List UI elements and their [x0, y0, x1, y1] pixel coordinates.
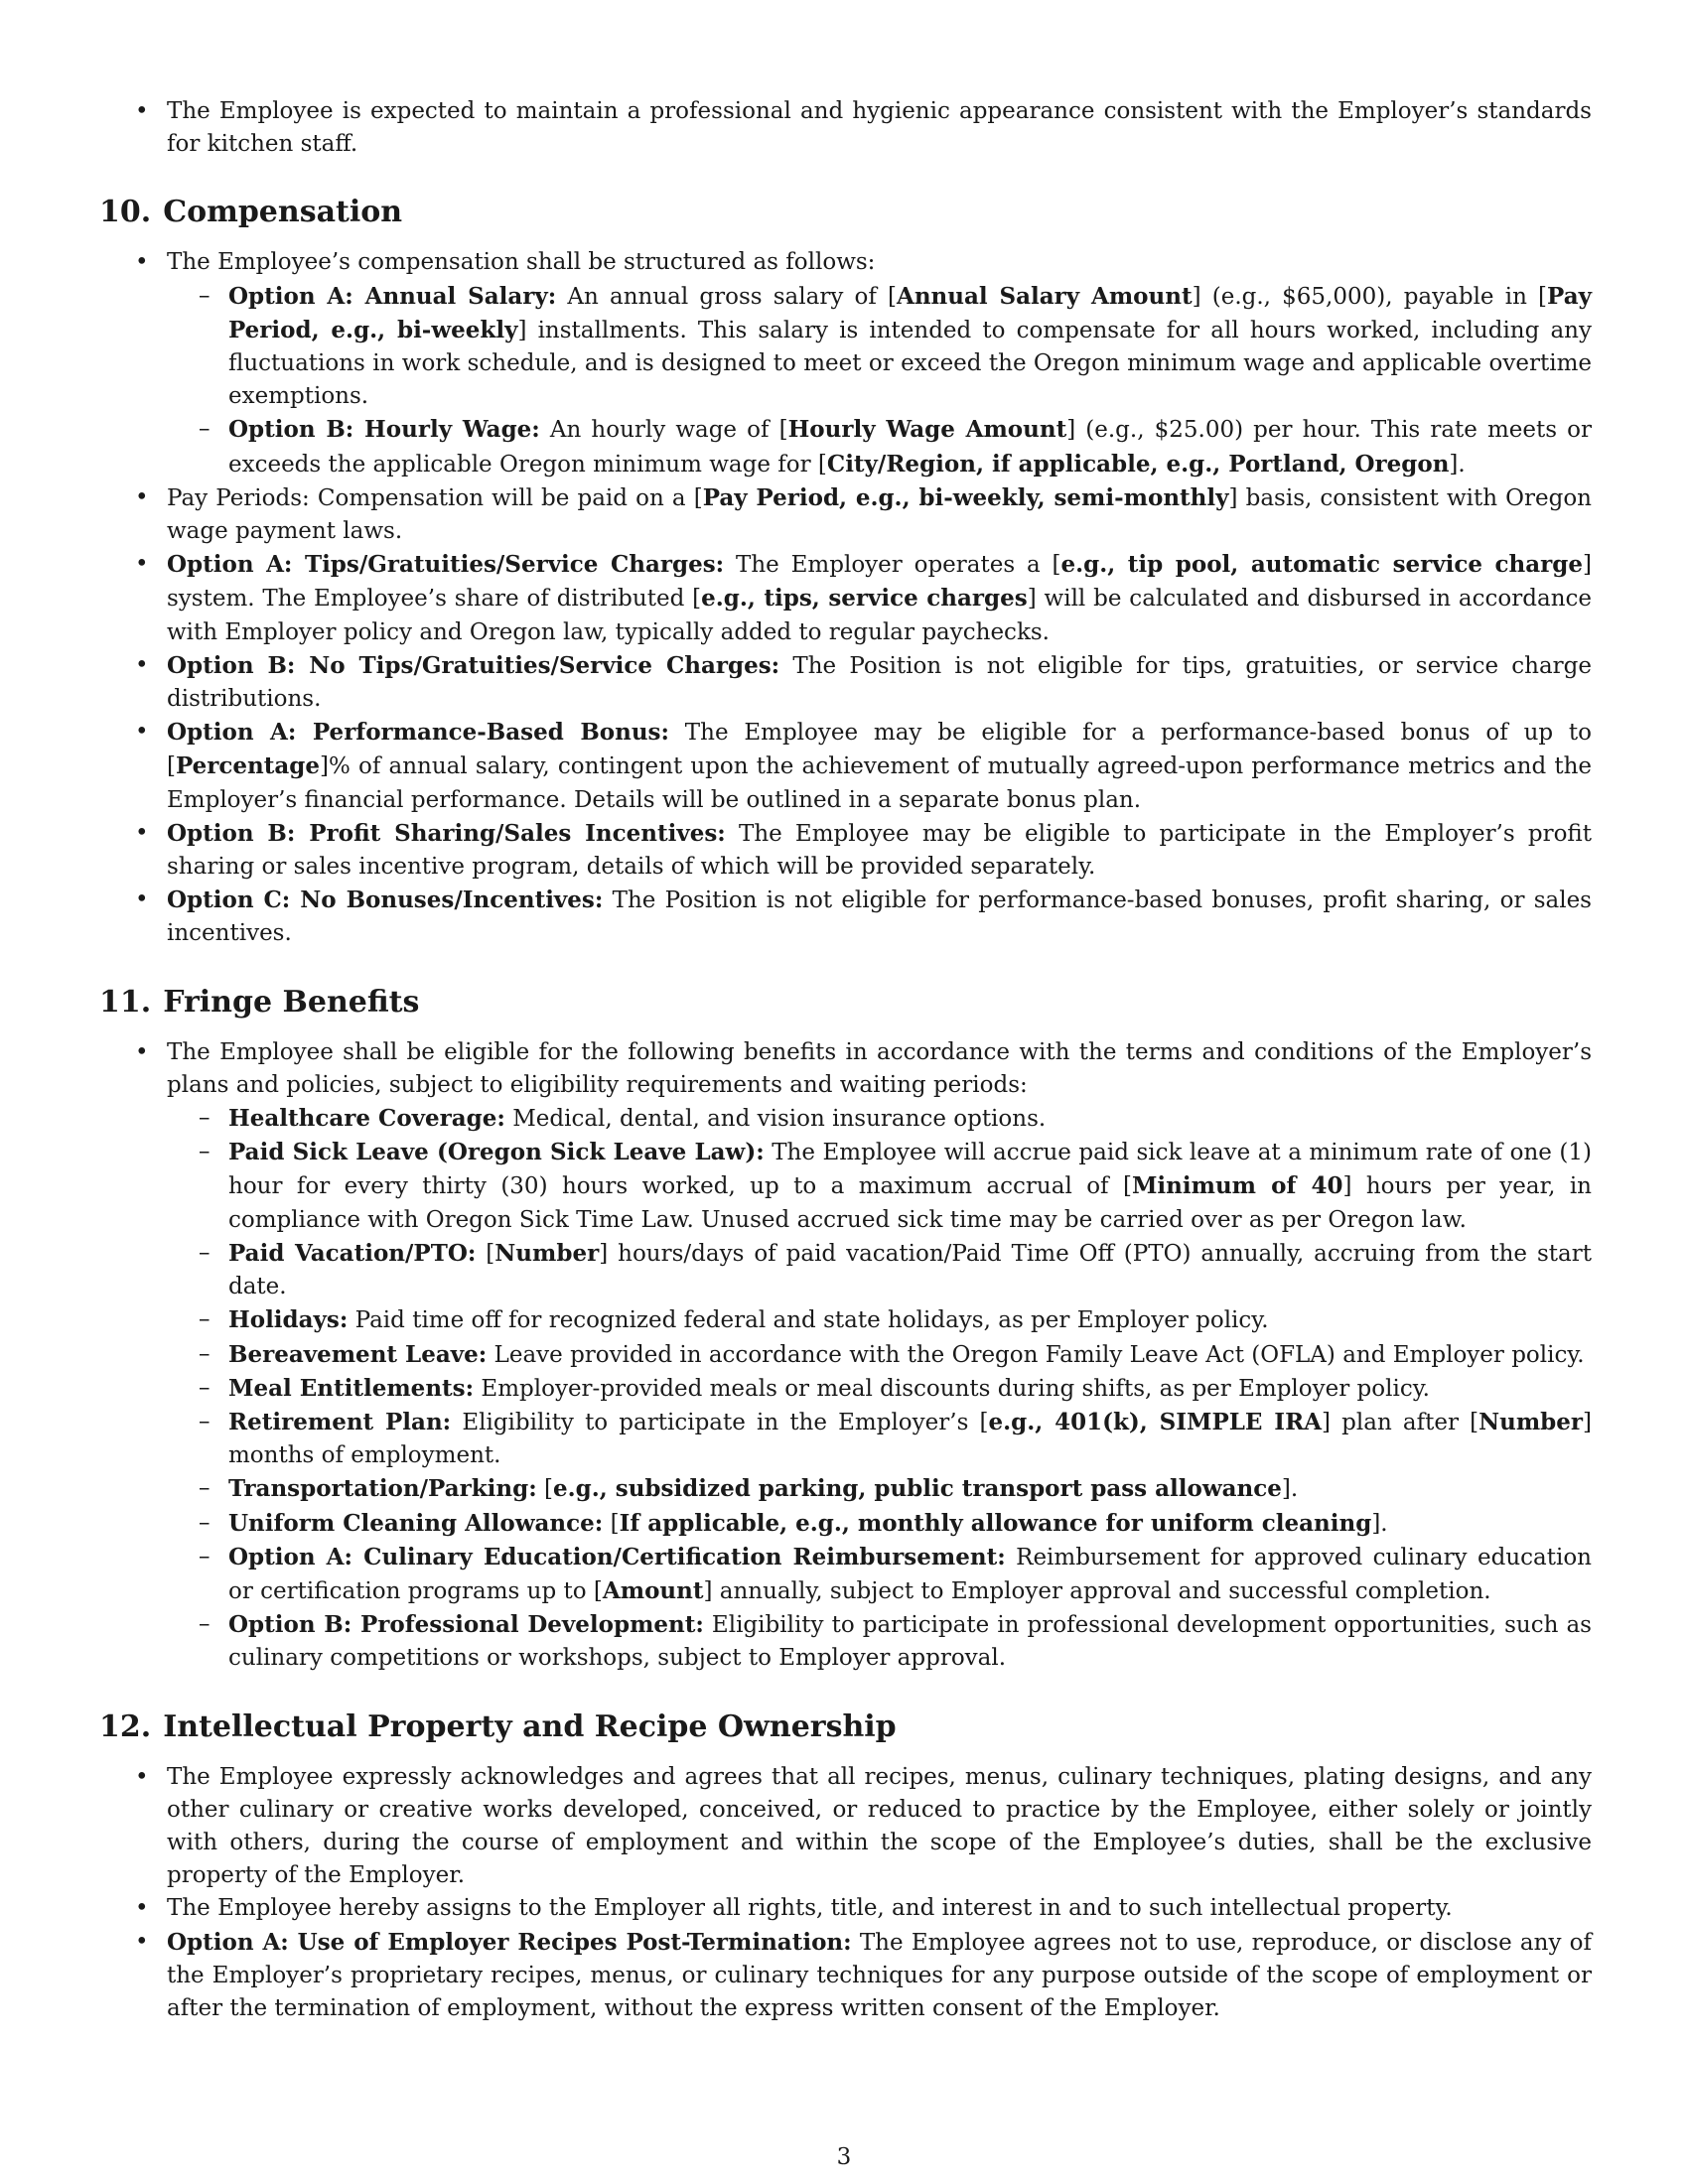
uniform-item: – Uniform Cleaning Allowance: [If applicable, e.g., monthly allowance for uniform cleaning]. — [167, 1507, 1592, 1541]
profit-sharing-item: • Option B: Profit Sharing/Sales Incentives: The Employee may be eligible to participate in the Employer’s profit sharing or sales incentive program, details of which will be provided separately. — [99, 817, 1592, 884]
benefits-eligibility-item: • The Employee shall be eligible for the following benefits in accordance with the terms and conditions of the Employer’s plans and policies, subject to eligibility requirements and waiting periods: – Healthcare Coverage: Medical, dental, and vision insurance options. – Paid Sick Leave (Oregon Sick Leave Law): The Employee will accrue paid sick leave at a minimum rate of one (1) hour for every thirty (30) hours worked, up to a maximum accrual of [Minimum of 40] hours per year, in compliance with Oregon Sick Time Law. Unused accrued sick time may be carried over as per Oregon law. – Paid Vacation/PTO: [Number] hours/days of paid vacation/Paid Time Off (PTO) annually, accruing from the start date. – Holidays: Paid time off for recognized federal and state holidays, as per Employer policy. – Bereavement Leave: Leave provided in accordance with the Oregon Family Leave Act (OFLA) and Employer policy. – Meal Entitlements: Employer-provided meals or meal discounts during shifts, as per Employer policy. – Retirement Plan: Eligibility to participate in the Employer’s [e.g., 401(k), SIMPLE IRA] plan after [Number] months of employment. – Transportation/Parking: [e.g., subsidized parking, public transport pass allowance]. – Uniform Cleaning Allowance: [If applicable, e.g., monthly allowance for uniform cleaning]. – Option A: Culinary Education/Certification Reimbursement: Reimbursement for approved culinary education or certification programs up to [Amount] annually, subject to Employer approval and successful completion. – Option B: Professional Development: Eligibility to participate in professional development opportunities, such as culinary competitions or workshops, subject to Employer approval. — [99, 1036, 1592, 1676]
ip-list — [99, 1761, 1592, 2026]
no-bonus-item: • Option C: No Bonuses/Incentives: The Position is not eligible for performance-based bonuses, profit sharing, or sales incentives. — [99, 884, 1592, 950]
transport-item: – Transportation/Parking: [e.g., subsidized parking, public transport pass allowance]. — [167, 1472, 1592, 1506]
vacation-item: – Paid Vacation/PTO: [Number] hours/days of paid vacation/Paid Time Off (PTO) annually, accruing from the start date. — [167, 1237, 1592, 1303]
compensation-structure-item: • The Employee’s compensation shall be structured as follows: – Option A: Annual Salary: An annual gross salary of [Annual Salary Amount] (e.g., $65,000), payable in [Pay Period, e.g., bi-weekly] installments. This salary is intended to compensate for all hours worked, including any fluctuations in work schedule, and is designed to meet or exceed the Oregon minimum wage and applicable overtime exemptions. – Option B: Hourly Wage: An hourly wage of [Hourly Wage Amount] (e.g., $25.00) per hour. This rate meets or exceeds the applicable Oregon minimum wage for [City/Region, if applicable, e.g., Portland, Oregon]. — [99, 246, 1592, 480]
development-item: – Option B: Professional Development: Eligibility to participate in professional development opportunities, such as culinary competitions or workshops, subject to Employer approval. — [167, 1608, 1592, 1675]
benefits-list — [99, 1036, 1592, 1676]
appearance-item: • The Employee is expected to maintain a professional and hygienic appearance consistent with the Employer’s standards for kitchen staff. — [99, 95, 1592, 161]
compensation-options-list — [167, 280, 1592, 481]
pay-periods-item: • Pay Periods: Compensation will be paid on a [Pay Period, e.g., bi-weekly, semi-monthly] basis, consistent with Oregon wage payment laws. — [99, 481, 1592, 548]
retirement-item: – Retirement Plan: Eligibility to participate in the Employer’s [e.g., 401(k), SIMPLE IRA] plan after [Number] months of employment. — [167, 1406, 1592, 1472]
healthcare-item: – Healthcare Coverage: Medical, dental, and vision insurance options. — [167, 1102, 1592, 1136]
no-tips-item: • Option B: No Tips/Gratuities/Service Charges: The Position is not eligible for tips, gratuities, or service charge distributions. — [99, 649, 1592, 716]
holidays-item: – Holidays: Paid time off for recognized federal and state holidays, as per Employer policy. — [167, 1303, 1592, 1337]
bereavement-item: – Bereavement Leave: Leave provided in accordance with the Oregon Family Leave Act (OFLA) and Employer policy. — [167, 1338, 1592, 1372]
document-page — [99, 95, 1592, 2025]
annual-salary-item: – Option A: Annual Salary: An annual gross salary of [Annual Salary Amount] (e.g., $65,000), payable in [Pay Period, e.g., bi-weekly] installments. This salary is intended to compensate for all hours worked, including any fluctuations in work schedule, and is designed to meet or exceed the Oregon minimum wage and applicable overtime exemptions. — [167, 280, 1592, 414]
section-12-heading: 12. Intellectual Property and Recipe Ownership — [99, 1708, 897, 1744]
performance-bonus-item: • Option A: Performance-Based Bonus: The Employee may be eligible for a performance-based bonus of up to [Percentage]% of annual salary, contingent upon the achievement of mutually agreed-upon performance metrics and the Employer’s financial performance. Details will be outlined in a separate bonus plan. — [99, 716, 1592, 817]
benefits-options-list — [167, 1102, 1592, 1675]
meals-item: – Meal Entitlements: Employer-provided meals or meal discounts during shifts, as per Employer policy. — [167, 1372, 1592, 1406]
recipes-post-termination-item: • Option A: Use of Employer Recipes Post-Termination: The Employee agrees not to use, reproduce, or disclose any of the Employer’s proprietary recipes, menus, or culinary techniques for any purpose outside of the scope of employment or after the termination of employment, without the express written consent of the Employer. — [99, 1926, 1592, 2026]
section-10-heading: 10. Compensation — [99, 195, 403, 230]
page-number: 3 — [836, 2144, 852, 2170]
sick-leave-item: – Paid Sick Leave (Oregon Sick Leave Law): The Employee will accrue paid sick leave at a minimum rate of one (1) hour for every thirty (30) hours worked, up to a maximum accrual of [Minimum of 40] hours per year, in compliance with Oregon Sick Time Law. Unused accrued sick time may be carried over as per Oregon law. — [167, 1136, 1592, 1237]
hourly-wage-item: – Option B: Hourly Wage: An hourly wage of [Hourly Wage Amount] (e.g., $25.00) per hour. This rate meets or exceeds the applicable Oregon minimum wage for [City/Region, if applicable, e.g., Portland, Oregon]. — [167, 413, 1592, 480]
ip-assign-item: • The Employee hereby assigns to the Employer all rights, title, and interest in and to such intellectual property. — [99, 1892, 1592, 1925]
education-item: – Option A: Culinary Education/Certification Reimbursement: Reimbursement for approved culinary education or certification programs up to [Amount] annually, subject to Employer approval and successful completion. — [167, 1541, 1592, 1608]
compensation-list — [99, 246, 1592, 950]
tips-item: • Option A: Tips/Gratuities/Service Charges: The Employer operates a [e.g., tip pool, automatic service charge] system. The Employee’s share of distributed [e.g., tips, service charges] will be calculated and disbursed in accordance with Employer policy and Oregon law, typically added to regular paychecks. — [99, 548, 1592, 649]
ip-acknowledge-item: • The Employee expressly acknowledges and agrees that all recipes, menus, culinary techniques, plating designs, and any other culinary or creative works developed, conceived, or reduced to practice by the Employee, either solely or jointly with others, during the course of employment and within the scope of the Employee’s duties, shall be the exclusive property of the Employer. — [99, 1761, 1592, 1893]
section-11-heading: 11. Fringe Benefits — [99, 984, 420, 1020]
appearance-list — [99, 95, 1592, 161]
